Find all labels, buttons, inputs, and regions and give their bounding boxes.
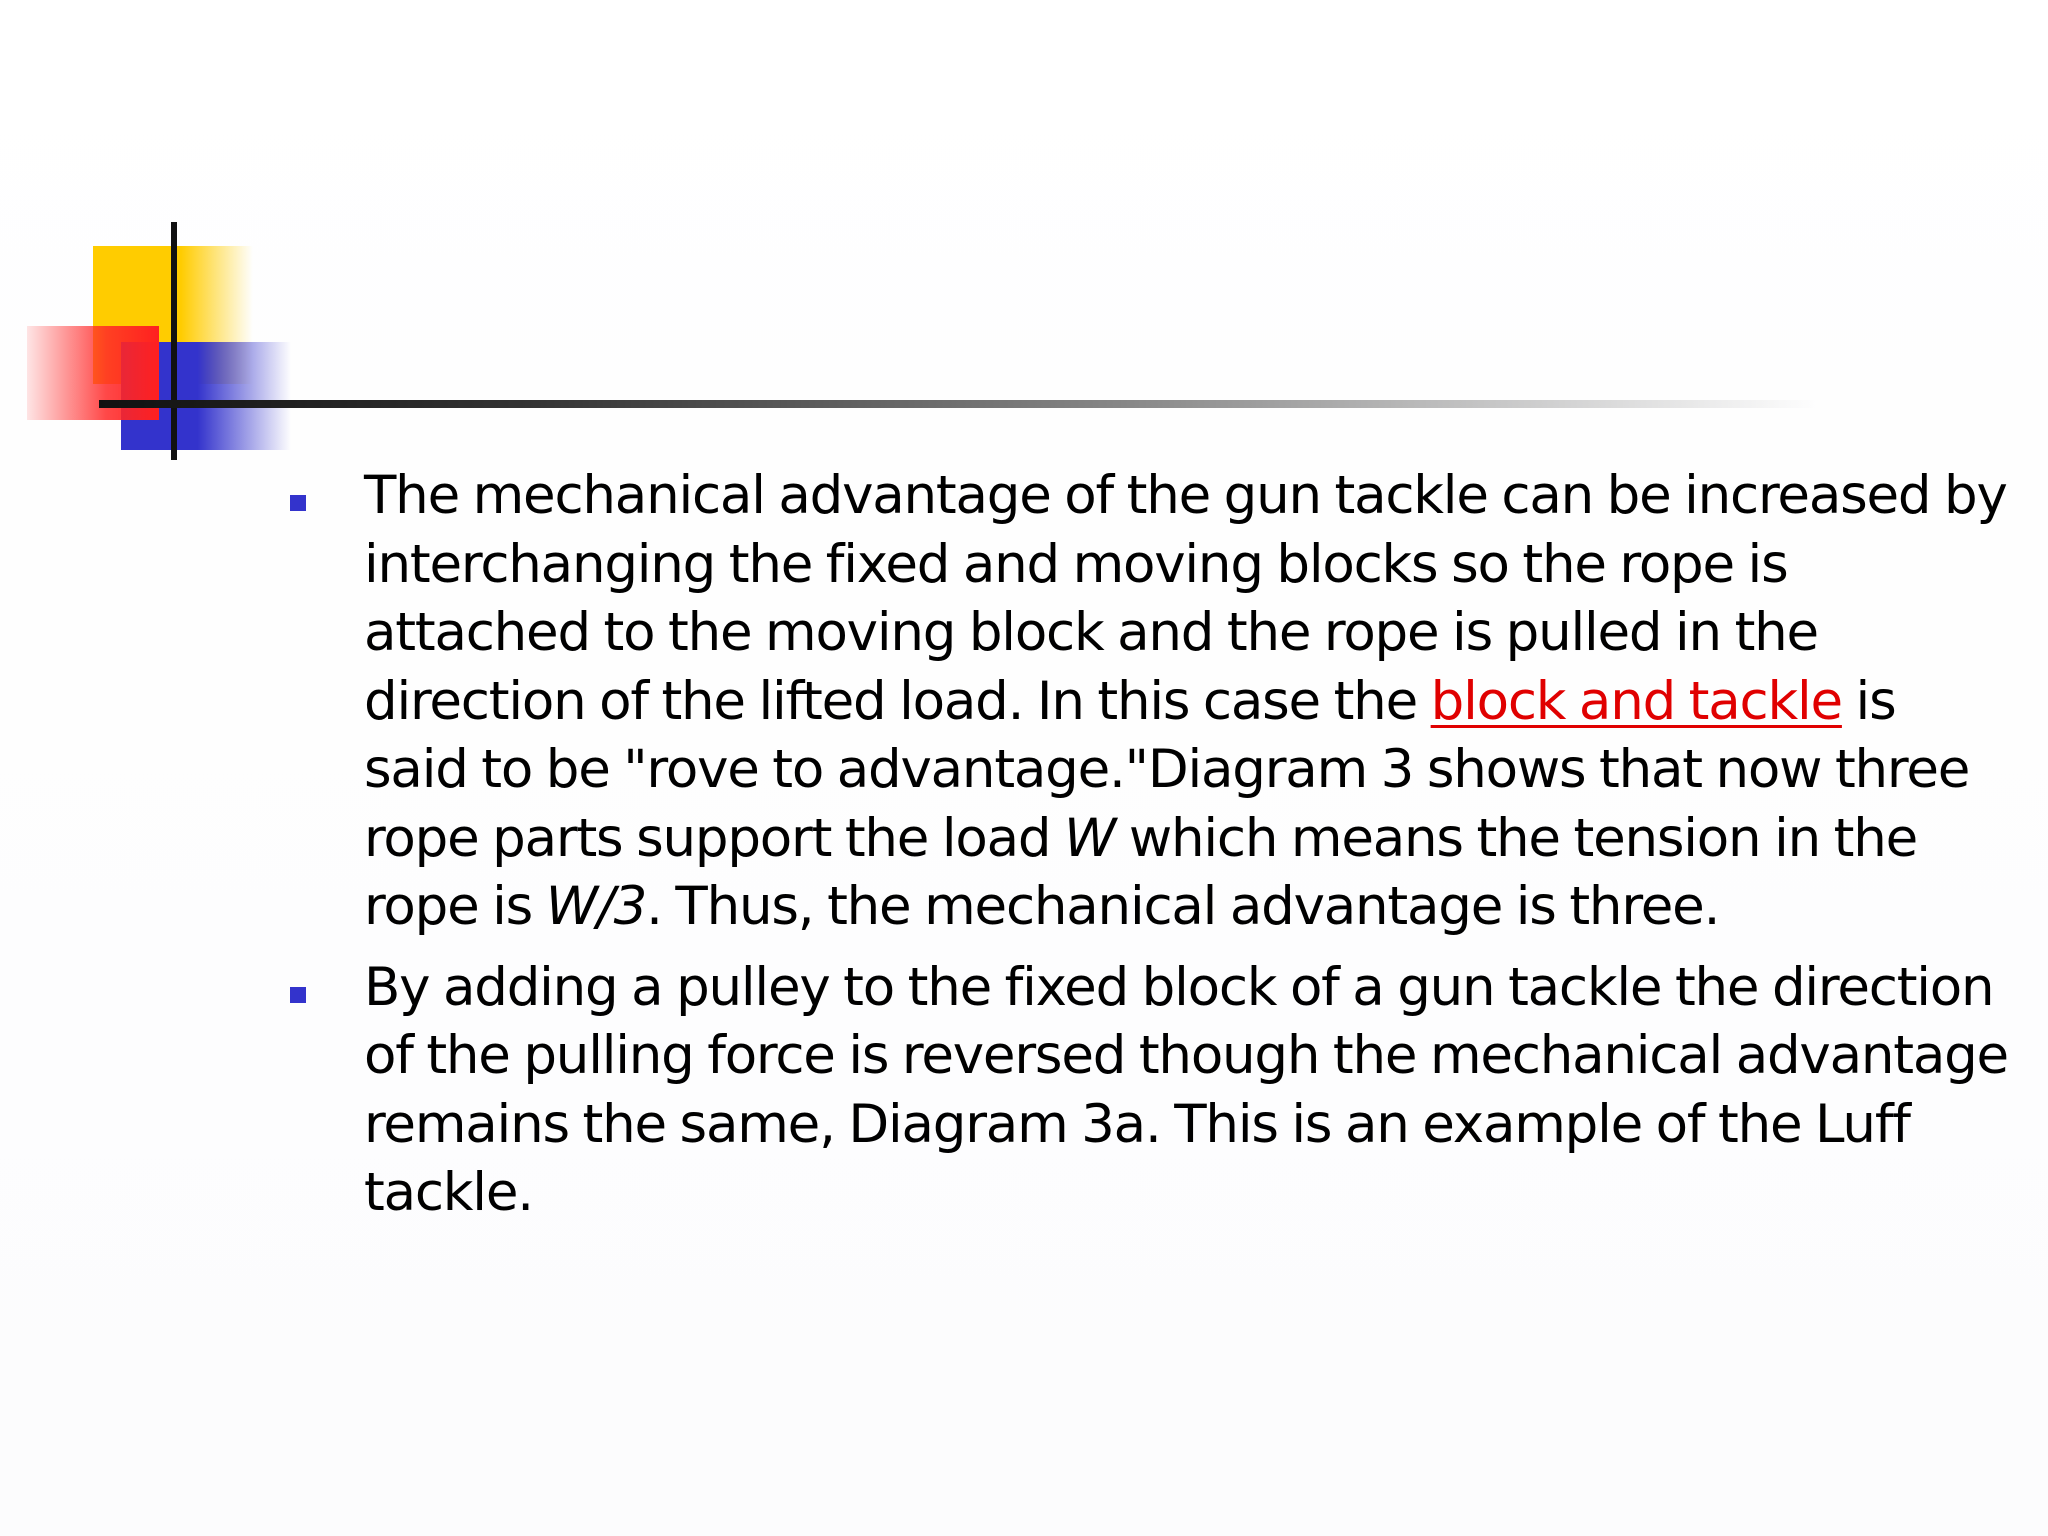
- italic-w: W: [1063, 807, 1116, 869]
- italic-w-over-3: W/3: [545, 876, 647, 937]
- bullet-item: [290, 954, 2010, 1228]
- text-segment: is said to be "rove to advantage."Diagram 3 shows that now three rope parts support the load: [364, 670, 1970, 869]
- square-bullet-icon: [290, 987, 306, 1003]
- block-and-tackle-link[interactable]: block and tackle: [1430, 670, 1842, 732]
- slide-body: [290, 462, 2010, 1240]
- bullet-text: By adding a pulley to the fixed block of a gun tackle the direction of the pulling force is reversed though the mechanical advantage remains the same, Diagram 3a. This is an example of the Luff tackle.: [364, 956, 2008, 1223]
- decorative-horizontal-rule: [99, 400, 1819, 408]
- bullet-text: [364, 462, 2010, 942]
- text-segment: which means the tension in the rope is: [364, 807, 1918, 937]
- text-segment: The mechanical advantage of the gun tackle can be increased by interchanging the fixed and moving blocks so the rope is attached to the moving block and the rope is pulled in the direction of the lifted load. In this case the: [364, 465, 2007, 732]
- square-bullet-icon: [290, 495, 306, 511]
- text-segment: . Thus, the mechanical advantage is three.: [646, 876, 1720, 937]
- decorative-vertical-line: [171, 222, 177, 460]
- bullet-item: [290, 462, 2010, 942]
